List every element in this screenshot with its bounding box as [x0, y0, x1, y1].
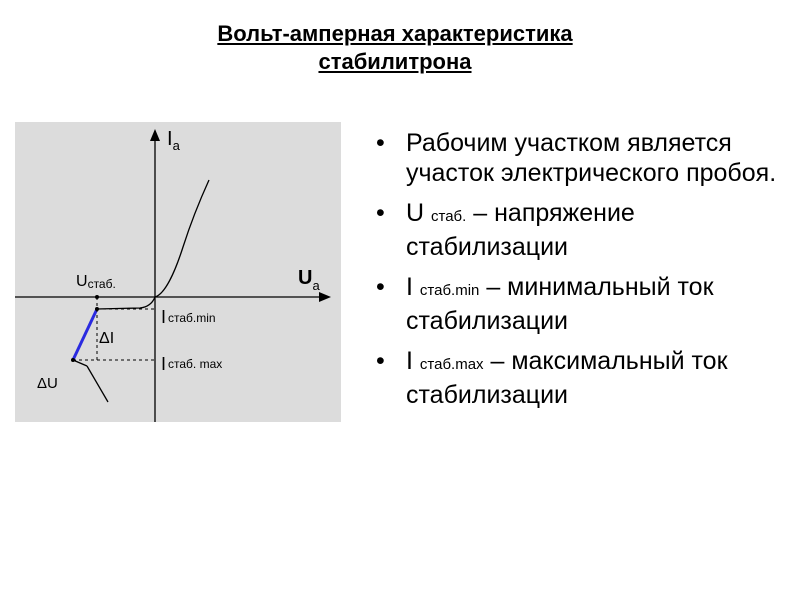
u-stab-point: [95, 295, 99, 299]
bullet-i-max: • I стаб.max – максимальный ток стабилизации: [376, 346, 786, 410]
bullet-working-region: • Рабочим участком является участок электрического пробоя.: [376, 128, 786, 188]
x-axis-label: $U_а$: [298, 267, 320, 293]
title-line-2: стабилитрона: [318, 49, 472, 74]
u-stab-label: Uстаб.: [76, 273, 116, 291]
i-max-point: [71, 358, 75, 362]
delta-u-label: ΔU: [37, 375, 58, 392]
i-min-label: Iстаб.min: [161, 307, 216, 327]
slide-title: [0, 20, 790, 76]
zener-iv-diagram: [15, 122, 341, 422]
i-max-label: Iстаб. max: [161, 354, 223, 374]
diagram-background: [15, 122, 341, 422]
bullet-i-min: • I стаб.min – минимальный ток стабилизации: [376, 272, 786, 336]
bullet-list: [376, 128, 786, 420]
delta-i-label: ΔI: [99, 330, 115, 347]
i-min-point: [95, 307, 99, 311]
bullet-u-stab: • U стаб. – напряжение стабилизации: [376, 198, 786, 262]
title-line-1: Вольт-амперная характеристика: [217, 21, 573, 46]
y-axis-label: $I_а$: [167, 128, 180, 153]
